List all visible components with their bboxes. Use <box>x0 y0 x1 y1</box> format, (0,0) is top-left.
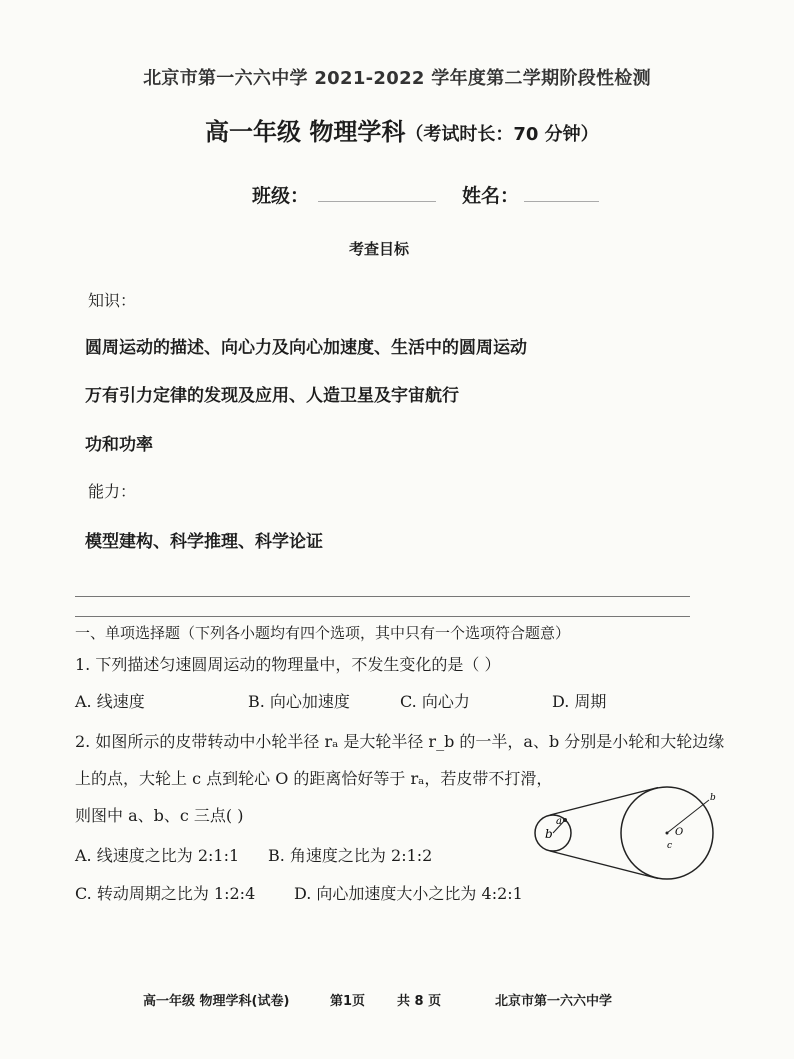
knowledge-label: 知识： <box>88 291 137 310</box>
belt-top <box>550 788 658 816</box>
belt-bottom <box>550 851 658 879</box>
footer-page: 第1页 <box>330 994 366 1009</box>
label-c: c <box>667 841 673 851</box>
q1-option-a: A. 线速度 <box>75 692 145 711</box>
knowledge-item: 功和功率 <box>85 435 153 455</box>
question-1-stem: 1. 下列描述匀速圆周运动的物理量中，不发生变化的是（ ） <box>75 655 501 674</box>
q1-option-c: C. 向心力 <box>400 692 470 711</box>
knowledge-item: 万有引力定律的发现及应用、人造卫星及宇宙航行 <box>85 386 459 406</box>
knowledge-item: 圆周运动的描述、向心力及向心加速度、生活中的圆周运动 <box>85 338 527 358</box>
name-label: 姓名： <box>462 185 520 207</box>
footer-left: 高一年级 物理学科(试卷) <box>143 994 290 1009</box>
q2-option-c: C. 转动周期之比为 1:2:4 <box>75 884 256 903</box>
separator-line <box>75 616 690 617</box>
subject-title <box>205 112 599 147</box>
footer-school: 北京市第一六六中学 <box>495 994 613 1009</box>
large-wheel-radius <box>667 800 709 833</box>
section-heading: 一、单项选择题（下列各小题均有四个选项，其中只有一个选项符合题意） <box>75 624 571 642</box>
label-b: b <box>710 793 716 803</box>
ability-label: 能力： <box>88 482 137 501</box>
separator-line <box>75 596 690 597</box>
q1-option-d: D. 周期 <box>552 692 607 711</box>
footer-total: 共 8 页 <box>397 994 442 1009</box>
q1-option-b: B. 向心加速度 <box>248 692 350 711</box>
question-2-stem-line3: 则图中 a、b、c 三点( ) <box>75 806 244 825</box>
question-2-stem-line2: 上的点，大轮上 c 点到轮心 O 的距离恰好等于 rₐ，若皮带不打滑， <box>75 769 553 788</box>
belt-pulley-figure <box>525 780 725 890</box>
q2-option-b: B. 角速度之比为 2:1:2 <box>268 846 433 865</box>
center-o-dot <box>666 832 669 835</box>
ability-item: 模型建构、科学推理、科学论证 <box>85 532 323 552</box>
label-a: a <box>556 816 562 827</box>
name-blank <box>524 200 599 202</box>
label-b-small: b <box>545 827 553 841</box>
class-label: 班级： <box>252 185 310 207</box>
school-title: 北京市第一六六中学 2021-2022 学年度第二学期阶段性检测 <box>143 68 651 89</box>
subject-title-main: 高一年级 物理学科 <box>205 118 406 146</box>
label-o: O <box>675 827 684 838</box>
q2-option-a: A. 线速度之比为 2:1:1 <box>75 846 240 865</box>
class-blank <box>318 200 436 202</box>
objectives-heading: 考查目标 <box>349 240 410 258</box>
q2-option-d: D. 向心加速度大小之比为 4:2:1 <box>294 884 523 903</box>
exam-duration: （考试时长：70 分钟） <box>405 124 599 145</box>
point-a <box>563 818 567 822</box>
question-2-stem-line1: 2. 如图所示的皮带转动中小轮半径 rₐ 是大轮半径 r_b 的一半，a、b 分别是小轮和大轮边缘 <box>75 732 725 751</box>
